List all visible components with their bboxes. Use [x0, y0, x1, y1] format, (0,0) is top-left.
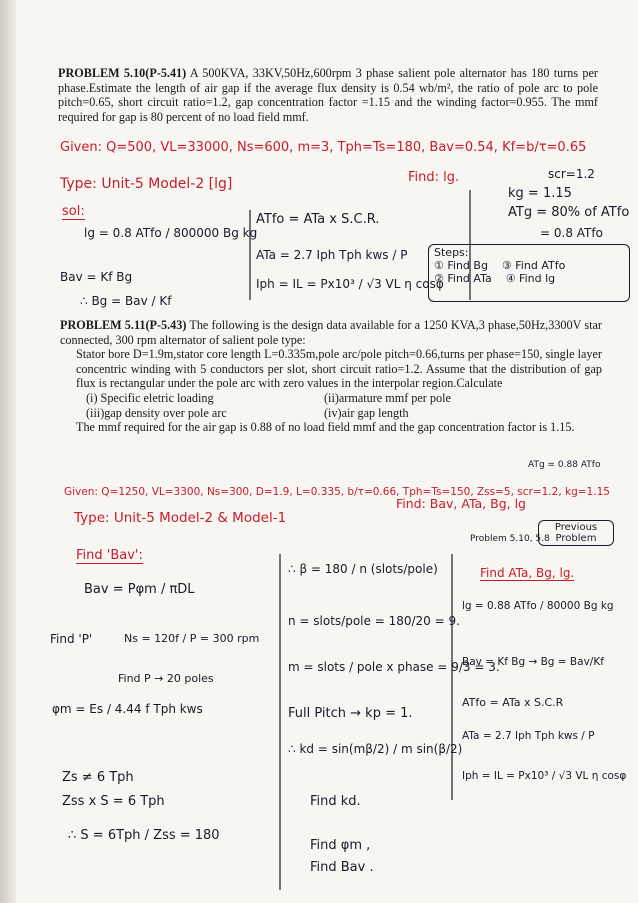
- sol-label: sol:: [62, 204, 85, 219]
- zss-relation: Zss x S = 6 Tph: [62, 794, 165, 809]
- find-line-2: Find: Bav, ATa, Bg, lg: [396, 496, 526, 511]
- kg-value-1: kg = 1.15: [508, 186, 572, 201]
- ata-equation-2: ATa = 2.7 Iph Tph kws / P: [462, 730, 595, 742]
- step-3: ③ Find ATfo: [501, 259, 566, 272]
- atg-relation-1: ATg = 80% of ATfo: [508, 205, 630, 220]
- n-equation: n = slots/pole = 180/20 = 9.: [288, 614, 460, 628]
- steps-title: Steps:: [434, 246, 469, 259]
- problem-5-10-ref: (P-5.41): [145, 66, 187, 80]
- ns-equation: Ns = 120f / P = 300 rpm: [124, 632, 260, 645]
- step-4: ④ Find lg: [505, 272, 556, 285]
- question-item-2: (ii)armature mmf per pole: [324, 390, 451, 405]
- find-bav-heading: Find 'Bav':: [76, 548, 143, 563]
- problem-5-11-closing: The mmf required for the air gap is 0.88 of no load field mmf and the gap concentration factor is 1.15.: [76, 420, 575, 435]
- bg-equation-1: ∴ Bg = Bav / Kf: [80, 294, 172, 308]
- bav-relation-2: Bav = Kf Bg → Bg = Bav/Kf: [462, 656, 604, 668]
- question-item-4: (iv)air gap length: [324, 405, 409, 420]
- given-line-2: Given: Q=1250, VL=3300, Ns=300, D=1.9, L=0.335, b/τ=0.66, Tph=Ts=150, Zss=5, scr=1.2, kg=1.15: [64, 486, 610, 498]
- given-line-1: Given: Q=500, VL=33000, Ns=600, m=3, Tph=Ts=180, Bav=0.54, Kf=b/τ=0.65: [60, 140, 587, 155]
- problem-5-10-body: A 500KVA, 33KV,50Hz,600rpm 3 phase salient pole alternator has 180 turns per phase.Estimate the length of air gap if the average flux density is 0.54 wb/m², the ratio of pole arc to pole pitch=0.65, short circuit ratio=1.2, gap concentration factor =1.15 and the winding factor=0.955. The mmf required for gap is 80 percent of no load field mmf.: [58, 66, 598, 124]
- bav-equation-1: Bav = Kf Bg: [60, 270, 133, 284]
- lg-equation-1: lg = 0.8 ATfo / 800000 Bg kg: [84, 226, 258, 240]
- problem-5-11-number: PROBLEM 5.11: [60, 318, 146, 332]
- type-line-1: Type: Unit-5 Model-2 [lg]: [60, 176, 233, 192]
- previous-problem-box: Previous Problem: [538, 520, 614, 546]
- s-equation: ∴ S = 6Tph / Zss = 180: [68, 828, 220, 843]
- ata-equation-1: ATa = 2.7 Iph Tph kws / P: [256, 248, 408, 262]
- find-bav-final: Find Bav .: [310, 860, 374, 875]
- find-right-heading: Find ATa, Bg, lg.: [480, 566, 575, 580]
- iph-equation-1: Iph = IL = Px10³ / √3 VL η cosφ: [256, 277, 444, 291]
- step-2: ② Find ATa: [434, 272, 492, 285]
- atfo-equation-2: ATfo = ATa x S.C.R: [462, 696, 564, 709]
- previous-problem-ref: Problem 5.10, 5.8: [470, 534, 550, 544]
- zs-relation: Zs ≠ 6 Tph: [62, 770, 134, 785]
- full-pitch-note: Full Pitch → kp = 1.: [288, 706, 413, 721]
- find-phim: Find φm ,: [310, 838, 371, 853]
- problem-5-11-ref: (P-5.43): [145, 318, 187, 332]
- question-item-1: (i) Specific eletric loading: [86, 390, 214, 405]
- m-equation: m = slots / pole x phase = 9/3 = 3.: [288, 660, 500, 674]
- step-1: ① Find Bg: [434, 259, 488, 272]
- type-line-2: Type: Unit-5 Model-2 & Model-1: [74, 510, 287, 526]
- atg-relation-2: = 0.8 ATfo: [540, 226, 603, 240]
- bav-equation-2: Bav = Pφm / πDL: [84, 582, 195, 597]
- find-lg-1: Find: lg.: [408, 170, 460, 185]
- find-kd: Find kd.: [310, 794, 361, 809]
- find-p-label: Find 'P': [50, 632, 93, 646]
- iph-equation-2: Iph = IL = Px10³ / √3 VL η cosφ: [462, 770, 627, 782]
- beta-equation: ∴ β = 180 / n (slots/pole): [288, 562, 438, 576]
- atg-above-note: ATg = 0.88 ATfo: [528, 460, 601, 470]
- problem-5-11-data: Stator bore D=1.9m,stator core length L=0.335m,pole arc/pole pitch=0.66,turns per phase=150, single layer concentric winding with 5 conductors per slot, short circuit ratio=1.2. Assume that the distribution of gap flux is rectangular under the pole arc with zero values in the interpolar region.Calculate: [76, 347, 602, 391]
- lg-equation-2: lg = 0.88 ATfo / 80000 Bg kg: [462, 600, 614, 612]
- kd-equation: ∴ kd = sin(mβ/2) / m sin(β/2): [288, 742, 463, 756]
- problem-5-10-number: PROBLEM 5.10: [58, 66, 146, 80]
- find-p-result: Find P → 20 poles: [118, 672, 214, 685]
- scr-value-1: scr=1.2: [548, 167, 595, 181]
- problem-5-11-intro: The following is the design data available for a 1250 KVA,3 phase,50Hz,3300V star connected, 300 rpm alternator of salient pole type:: [60, 318, 602, 347]
- question-item-3: (iii)gap density over pole arc: [86, 405, 227, 420]
- atfo-equation-1: ATfo = ATa x S.C.R.: [256, 212, 380, 227]
- phim-equation: φm = Es / 4.44 f Tph kws: [52, 702, 203, 716]
